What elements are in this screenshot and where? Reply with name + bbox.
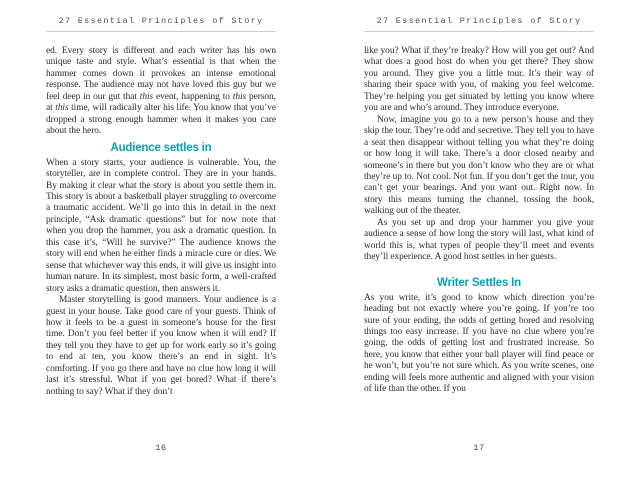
section-heading-audience-settles-in: Audience settles in (110, 141, 212, 154)
paragraph-master-storytelling: Master storytelling is good manners. Your audience is a guest in your house. Take good care of your guests. Think of how it feels to be a guest in someone’s house for the first time. Don’t you feel better if you know when it will end? If they tell you they have to get up for work early so it’s going to end at ten, you know there’s an end in sight. It’s comforting. If you go there and have no clue how long it will last it’s stressful. What if you get bored? What if there’s nothing to say? What if they don’t (46, 295, 276, 397)
running-header-right (364, 16, 594, 32)
paragraph-audience-vulnerable: When a story starts, your audience is vulnerable. You, the storyteller, are in complete control. They are in your hands. By making it clear what the story is about you settle them in. This story is about a basketball player struggling to overcome a traumatic accident. We’ll go into this in detail in the next principle, “Ask dramatic questions” but for now note that when you drop the hammer, you ask a dramatic question. In this case it’s, “Will he survive?” The audience knows the story will end when he either finds a miracle cure or dies. We sense that whichever way this ends, it will give us insight into human nature. In its simplest, most basic form, a well-crafted story asks a dramatic question, then answers it. (46, 157, 276, 294)
right-page (364, 0, 594, 480)
page-number-left: 16 (155, 443, 167, 453)
left-page-body (46, 46, 276, 398)
header-rule (46, 31, 276, 32)
running-header-text: 27 Essential Principles of Story (58, 16, 264, 26)
paragraph-as-you-write: As you write, it’s good to know which direction you’re heading but not exactly where you’re going. If you’re too sure of your ending, the odds of getting bored and resolving things too easy increase. If you have no clue where you’re going, the odds of getting lost and frustrated increase. So here, you know that either your ball player will find peace or he won’t, but you’re not sure which. As you write scenes, one ending will feels more authentic and aligned with your vision of life than the other. If you (364, 292, 594, 395)
paragraph-like-you-continuation: like you? What if they’re freaky? How will you get out? And what does a good host do when you get there? They show you around. They give you a little tour. It’s their way of sharing their space with you, of making you feel welcome. They’re helping you get situated by letting you know where you are and who’s around. They introduce everyone. (364, 46, 594, 114)
page-number-right: 17 (473, 443, 485, 453)
paragraph-skip-the-tour: Now, imagine you go to a new person’s house and they skip the tour. They’re odd and secretive. They tell you to have a seat then disappear without telling you what they’re doing or how long it will take. There’s a door closed nearby and someone’s in there but you don’t know who they are or what they’re up to. Not cool. Not fun. If you don’t get the tour, you can’t get your bearings. And you want out. Right now. In story this means turning the channel, tossing the book, walking out of the theater. (364, 114, 594, 217)
running-header-left (46, 16, 276, 32)
right-page-body (364, 46, 594, 396)
section-heading-writer-settles-in: Writer Settles In (437, 276, 521, 289)
running-header-text: 27 Essential Principles of Story (376, 16, 582, 26)
header-rule (364, 31, 594, 32)
paragraph-hammer-continuation: ed. Every story is different and each writer has his own unique taste and style. What’s essential is that when the hammer comes down it provokes an intense emotional response. The audience may not have loved this guy but we feel deep in our gut that this event, happening to this person, at this time, will radically alter his life. You know that you’ve dropped a strong enough hammer when it makes you care about the hero. (46, 46, 276, 137)
paragraph-drop-your-hammer: As you set up and drop your hammer you give your audience a sense of how long the story will last, what kind of world this is, what types of people they’ll meet and events they’ll experience. A good host settles in her guests. (364, 217, 594, 263)
left-page (46, 0, 276, 480)
